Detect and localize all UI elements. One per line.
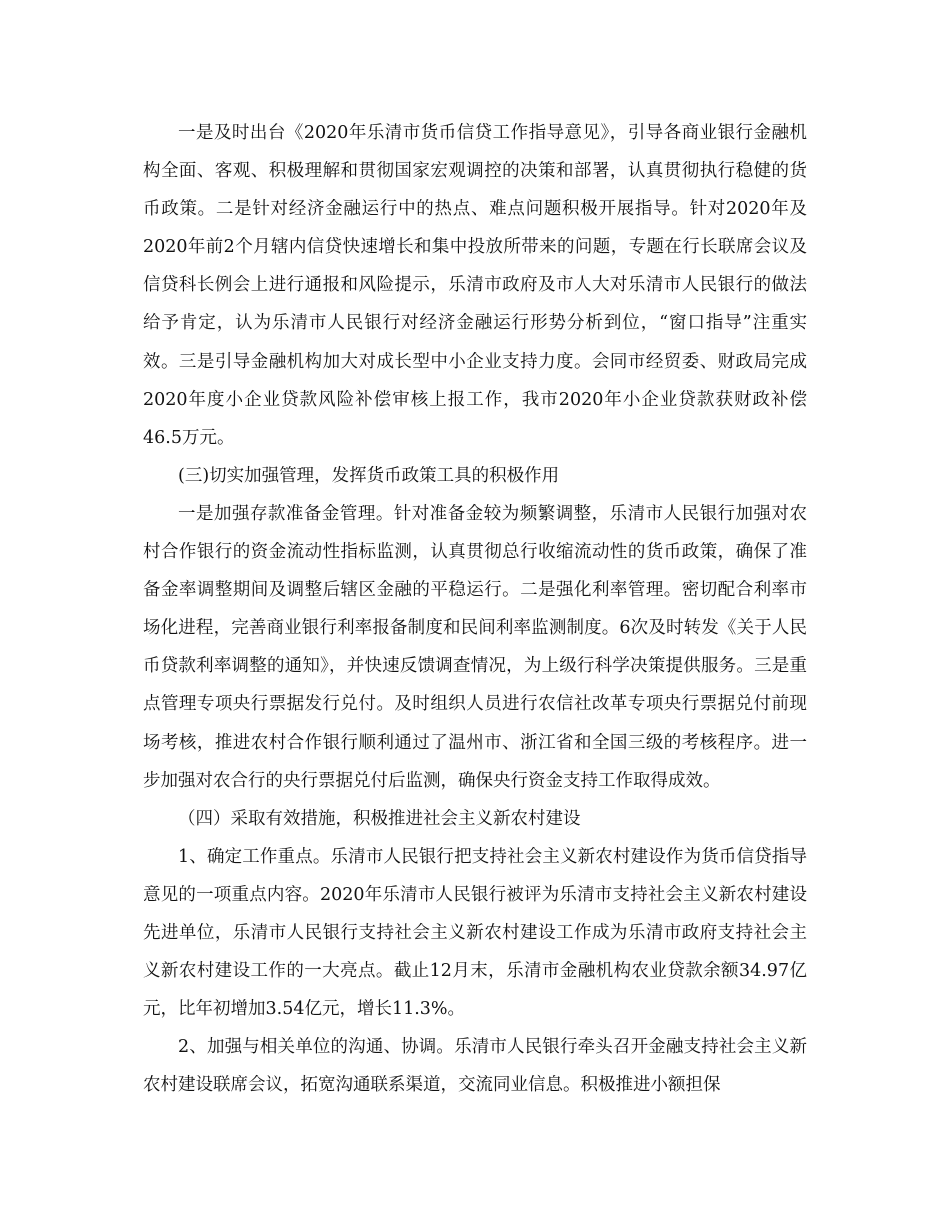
section-heading-four: （四）采取有效措施，积极推进社会主义新农村建设: [178, 808, 581, 829]
paragraph-policy-guidance: 一是及时出台《2020年乐清市货币信贷工作指导意见》，引导各商业银行金融机构全面、客观、积极理解和贯彻国家宏观调控的决策和部署，认真贯彻执行稳健的货币政策。二是针对经济金融运行中的热点、难点问题积极开展指导。针对2020年及2020年前2个月辖内信贷快速增长和集中投放所带来的问题，专题在行长联席会议及信贷科长例会上进行通报和风险提示，乐清市政府及市人大对乐清市人民银行的做法给予肯定，认为乐清市人民银行对经济金融运行形势分析到位，“窗口指导”注重实效。三是引导金融机构加大对成长型中小企业支持力度。会同市经贸委、财政局完成2020年度小企业贷款风险补偿审核上报工作，我市2020年小企业贷款获财政补偿46.5万元。: [143, 123, 807, 448]
section-heading-three: (三)切实加强管理，发挥货币政策工具的积极作用: [178, 465, 560, 486]
paragraph-coordination: 2、加强与相关单位的沟通、协调。乐清市人民银行牵头召开金融支持社会主义新农村建设联席会议，拓宽沟通联系渠道，交流同业信息。积极推进小额担保: [143, 1037, 807, 1096]
paragraph-reserve-management: 一是加强存款准备金管理。针对准备金较为频繁调整，乐清市人民银行加强对农村合作银行的资金流动性指标监测，认真贯彻总行收缩流动性的货币政策，确保了准备金率调整期间及调整后辖区金融的平稳运行。二是强化利率管理。密切配合利率市场化进程，完善商业银行利率报备制度和民间利率监测制度。6次及时转发《关于人民币贷款利率调整的通知》，并快速反馈调查情况，为上级行科学决策提供服务。三是重点管理专项央行票据发行兑付。及时组织人员进行农信社改革专项央行票据兑付前现场考核，推进农村合作银行顺利通过了温州市、浙江省和全国三级的考核程序。进一步加强对农合行的央行票据兑付后监测，确保央行资金支持工作取得成效。: [143, 503, 807, 791]
paragraph-work-focus: 1、确定工作重点。乐清市人民银行把支持社会主义新农村建设作为货币信贷指导意见的一项重点内容。2020年乐清市人民银行被评为乐清市支持社会主义新农村建设先进单位，乐清市人民银行支持社会主义新农村建设工作成为乐清市政府支持社会主义新农村建设工作的一大亮点。截止12月末，乐清市金融机构农业贷款余额34.97亿元，比年初增加3.54亿元，增长11.3%。: [143, 846, 807, 1020]
document-body: [143, 114, 807, 1104]
